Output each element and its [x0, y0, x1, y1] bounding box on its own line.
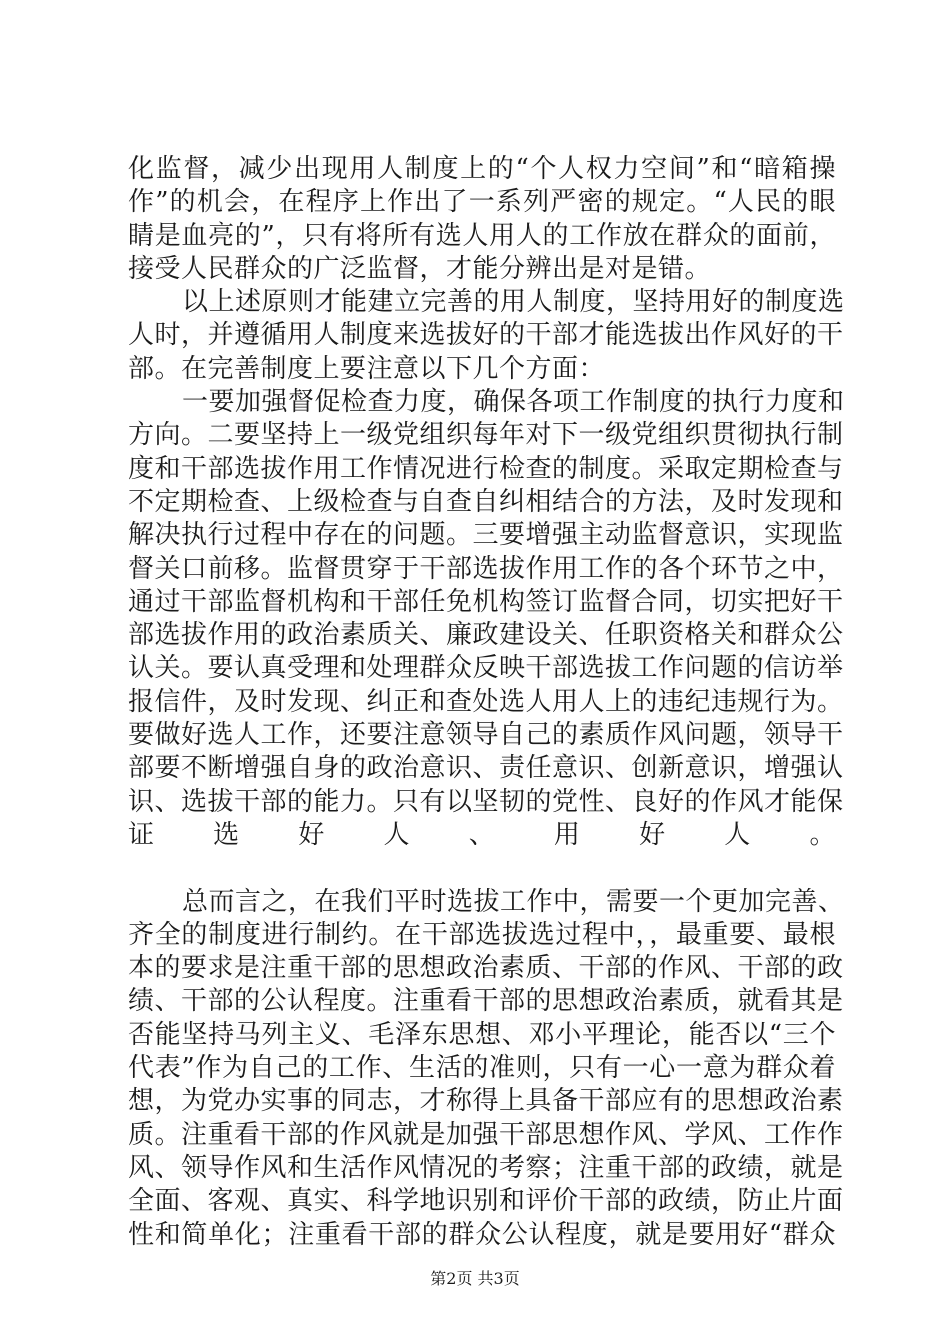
text-line — [128, 852, 836, 885]
text-line: 部。在完善制度上要注意以下几个方面： — [128, 353, 606, 384]
text-line: 人时，并遵循用人制度来选拔好的干部才能选拔出作风好的干 — [128, 320, 844, 351]
text-line: 一要加强督促检查力度，确保各项工作制度的执行力度和 — [182, 387, 845, 418]
text-line: 度和干部选拔作用工作情况进行检查的制度。采取定期检查与 — [128, 453, 844, 484]
text-line: 化监督，减少出现用人制度上的“个人权力空间”和“暗箱操 — [128, 154, 836, 184]
text-line: 作”的机会，在程序上作出了一系列严密的规定。“人民的眼 — [128, 187, 836, 218]
document-body — [128, 153, 845, 1252]
paragraph-3 — [128, 386, 845, 885]
text-line: 性和简单化；注重看干部的群众公认程度，就是要用好“群众 — [128, 1219, 836, 1250]
text-line: 代表”作为自己的工作、生活的准则，只有一心一意为群众着 — [128, 1053, 836, 1084]
text-line: 通过干部监督机构和干部任免机构签订监督合同，切实把好干 — [128, 586, 844, 617]
text-line: 风、领导作风和生活作风情况的考察；注重干部的政绩，就是 — [128, 1152, 844, 1183]
text-line: 证选好人、用好人。 — [128, 819, 836, 850]
text-line: 认关。要认真受理和处理群众反映干部选拔工作问题的信访举 — [128, 653, 844, 684]
text-line: 以上述原则才能建立完善的用人制度，坚持用好的制度选 — [182, 287, 845, 318]
text-line: 总而言之，在我们平时选拔工作中，需要一个更加完善、 — [182, 886, 845, 917]
text-line: 报信件，及时发现、纠正和查处选人用人上的违纪违规行为。 — [128, 686, 844, 717]
text-line: 解决执行过程中存在的问题。三要增强主动监督意识，实现监 — [128, 520, 844, 551]
text-line: 齐全的制度进行制约。在干部选拔选过程中，，最重要、最根 — [128, 919, 836, 950]
text-line: 本的要求是注重干部的思想政治素质、干部的作风、干部的政 — [128, 953, 844, 984]
paragraph-1 — [128, 153, 836, 286]
text-line: 想，为党办实事的同志，才称得上具备干部应有的思想政治素 — [128, 1086, 844, 1117]
text-line: 识、选拔干部的能力。只有以坚韧的党性、良好的作风才能保 — [128, 786, 844, 817]
text-line: 质。注重看干部的作风就是加强干部思想作风、学风、工作作 — [128, 1119, 844, 1150]
text-line: 接受人民群众的广泛监督，才能分辨出是对是错。 — [128, 253, 712, 284]
paragraph-4 — [128, 886, 845, 1252]
page-footer — [0, 1268, 950, 1290]
text-line: 睛是血亮的”，只有将所有选人用人的工作放在群众的面前， — [128, 220, 836, 251]
text-line: 督关口前移。监督贯穿于干部选拔作用工作的各个环节之中， — [128, 553, 844, 584]
text-line: 方向。二要坚持上一级党组织每年对下一级党组织贯彻执行制 — [128, 420, 844, 451]
text-line: 全面、客观、真实、科学地识别和评价干部的政绩，防止片面 — [128, 1186, 844, 1217]
text-line: 部选拔作用的政治素质关、廉政建设关、任职资格关和群众公 — [128, 620, 844, 651]
page-number: 第2页 共3页 — [430, 1269, 520, 1288]
text-line: 不定期检查、上级检查与自查自纠相结合的方法，及时发现和 — [128, 486, 844, 517]
text-line: 否能坚持马列主义、毛泽东思想、邓小平理论，能否以“三个 — [128, 1019, 836, 1050]
text-line: 绩、干部的公认程度。注重看干部的思想政治素质，就看其是 — [128, 986, 844, 1017]
text-line: 部要不断增强自身的政治意识、责任意识、创新意识，增强认 — [128, 753, 844, 784]
text-line: 要做好选人工作，还要注意领导自己的素质作风问题，领导干 — [128, 720, 844, 751]
paragraph-2 — [128, 286, 845, 386]
